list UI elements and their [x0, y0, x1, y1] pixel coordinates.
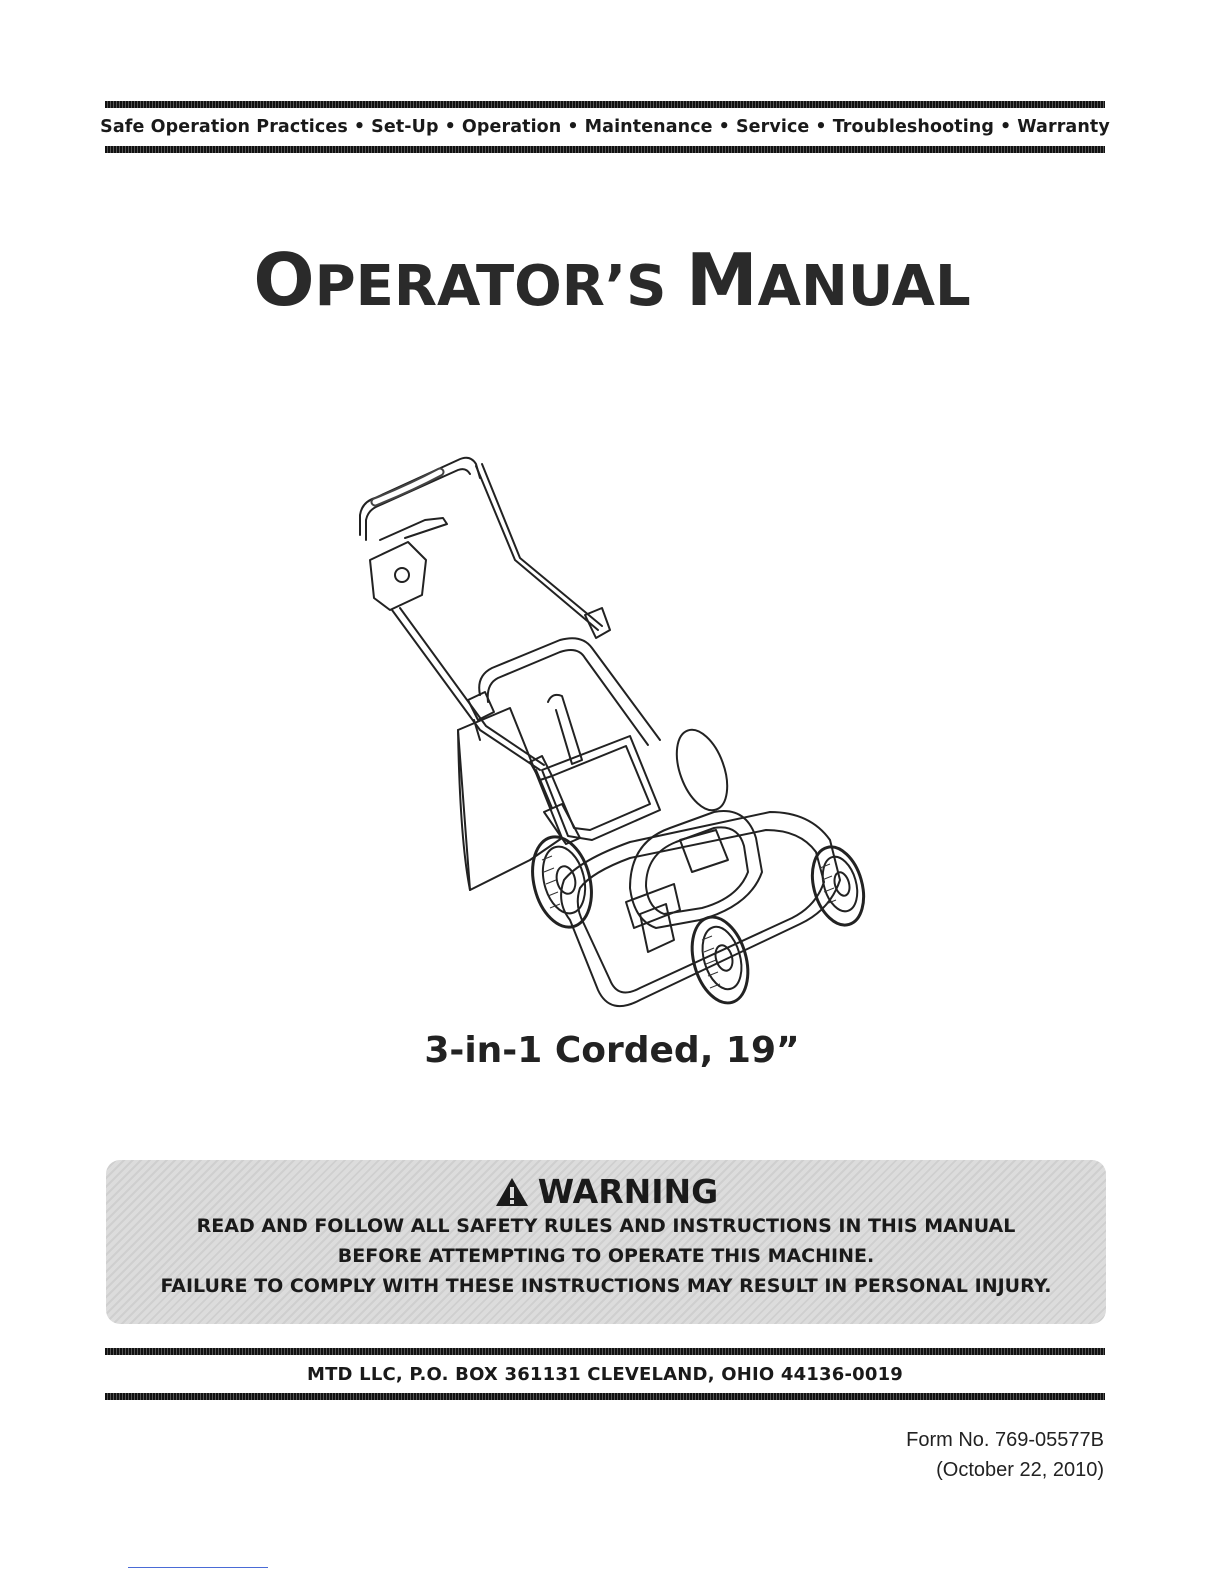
warning-heading-text: WARNING [537, 1172, 719, 1211]
bullet-separator: • [353, 117, 366, 137]
address-rule-lower [105, 1393, 1105, 1400]
warning-triangle-icon [494, 1176, 530, 1208]
section-safe-operation: Safe Operation Practices [100, 117, 348, 137]
section-set-up: Set-Up [371, 117, 439, 137]
section-service: Service [735, 117, 810, 137]
section-warranty: Warranty [1017, 117, 1110, 137]
model-name: 3-in-1 Corded, 19” [424, 1030, 800, 1071]
page-title [0, 238, 1224, 322]
form-number: Form No. 769-05577B [906, 1429, 1104, 1451]
form-date: (October 22, 2010) [936, 1459, 1104, 1481]
address-rule-upper [105, 1348, 1105, 1355]
section-list [100, 110, 1110, 144]
bullet-separator: • [718, 117, 730, 137]
lawn-mower-illustration [330, 440, 890, 1020]
title-cap-m: M [686, 238, 758, 322]
warning-line-3: FAILURE TO COMPLY WITH THESE INSTRUCTIONS MAY RESULT IN PERSONAL INJURY. [160, 1275, 1052, 1297]
warning-line-2: BEFORE ATTEMPTING TO OPERATE THIS MACHINE. [337, 1245, 875, 1267]
company-address: MTD LLC, P.O. BOX 361131 CLEVELAND, OHIO 44136-0019 [306, 1363, 904, 1385]
title-anual: ANUAL [757, 254, 971, 319]
section-operation: Operation [461, 117, 562, 137]
footer-link-underline [128, 1567, 268, 1568]
warning-heading [106, 1172, 1106, 1211]
title-apostrophe-s: ’S [604, 254, 687, 319]
bullet-separator: • [567, 117, 579, 137]
warning-line-1: READ AND FOLLOW ALL SAFETY RULES AND INSTRUCTIONS IN THIS MANUAL [196, 1215, 1016, 1237]
title-perator: PERATOR [314, 254, 605, 319]
bullet-separator: • [815, 117, 827, 137]
form-info [906, 1425, 1104, 1485]
bullet-separator: • [444, 117, 456, 137]
top-rule-upper [105, 101, 1105, 108]
section-maintenance: Maintenance [584, 117, 713, 137]
bullet-separator: • [999, 117, 1012, 137]
warning-box [106, 1160, 1106, 1324]
section-troubleshooting: Troubleshooting [832, 117, 994, 137]
top-rule-lower [105, 146, 1105, 153]
title-cap-o: O [253, 238, 315, 322]
